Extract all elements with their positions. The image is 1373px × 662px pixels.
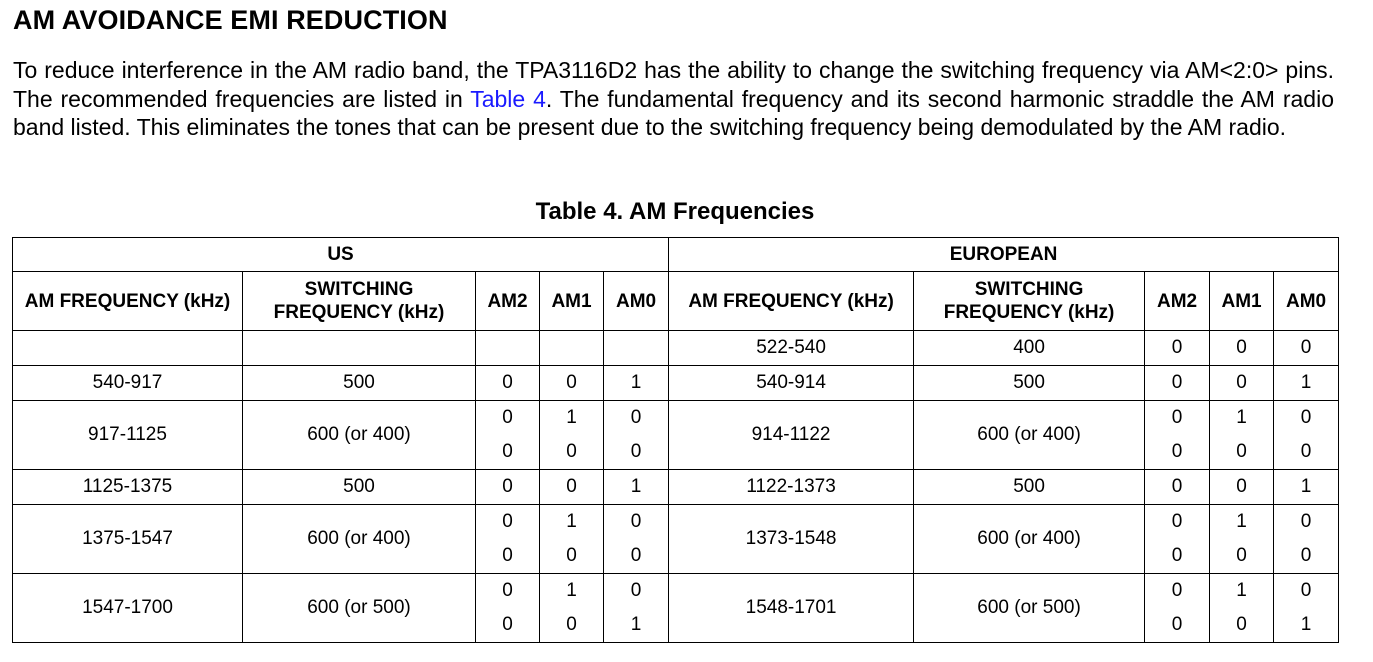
eu-am2-cell bbox=[1145, 505, 1210, 574]
eu-am2-cell bbox=[1145, 470, 1210, 505]
us-am1-cell bbox=[540, 366, 604, 401]
us-am0-cell bbox=[604, 505, 669, 574]
us-am0-value: 1 bbox=[630, 476, 642, 497]
eu-switching-frequency-cell: 600 (or 400) bbox=[914, 505, 1145, 574]
us-am-frequency-header: AM FREQUENCY (kHz) bbox=[13, 272, 243, 331]
intro-paragraph bbox=[13, 56, 1334, 142]
table-row bbox=[13, 574, 1339, 643]
table-caption: Table 4. AM Frequencies bbox=[535, 198, 815, 225]
eu-am1-value: 1 bbox=[1236, 511, 1247, 532]
eu-am0-value: 0 bbox=[1300, 511, 1312, 532]
eu-am2-value: 0 bbox=[1171, 372, 1183, 393]
us-am2-value: 0 bbox=[502, 476, 513, 497]
eu-am1-value: 0 bbox=[1236, 545, 1247, 566]
us-am-frequency-cell: 540-917 bbox=[13, 366, 243, 401]
us-am-frequency-cell: 917-1125 bbox=[13, 401, 243, 470]
us-am1-cell bbox=[540, 470, 604, 505]
eu-am1-cell bbox=[1210, 331, 1274, 366]
us-am1-header: AM1 bbox=[540, 272, 604, 331]
eu-am1-value: 0 bbox=[1236, 337, 1247, 358]
eu-am0-value: 0 bbox=[1300, 441, 1312, 462]
us-am-frequency-cell: 1547-1700 bbox=[13, 574, 243, 643]
us-switching-frequency-cell: 600 (or 500) bbox=[243, 574, 476, 643]
us-am1-value: 0 bbox=[566, 372, 577, 393]
us-switching-frequency-cell: 600 (or 400) bbox=[243, 401, 476, 470]
eu-am0-value: 1 bbox=[1300, 476, 1312, 497]
us-am1-value: 0 bbox=[566, 545, 577, 566]
eu-am-frequency-cell: 1373-1548 bbox=[669, 505, 914, 574]
eu-am2-value: 0 bbox=[1171, 407, 1183, 428]
eu-am0-value: 0 bbox=[1300, 580, 1312, 601]
section-heading: AM AVOIDANCE EMI REDUCTION bbox=[13, 5, 448, 35]
us-am0-cell bbox=[604, 366, 669, 401]
table-row bbox=[13, 366, 1339, 401]
table-row bbox=[13, 401, 1339, 470]
us-am0-value: 0 bbox=[630, 511, 642, 532]
us-am0-value: 0 bbox=[630, 580, 642, 601]
eu-am0-value: 0 bbox=[1300, 545, 1312, 566]
paragraph-text-before: To reduce interference in the AM radio band, the TPA3116D2 has the ability to change the switching frequency via AM<2:0> pins. The recommended frequencies are listed in bbox=[13, 57, 1334, 112]
eu-switching-frequency-cell: 400 bbox=[914, 331, 1145, 366]
eu-am0-value: 1 bbox=[1300, 372, 1312, 393]
us-am0-value: 1 bbox=[630, 614, 642, 635]
us-am2-cell bbox=[476, 331, 540, 366]
us-am1-cell bbox=[540, 401, 604, 470]
eu-am0-cell bbox=[1274, 331, 1339, 366]
us-am2-cell bbox=[476, 401, 540, 470]
eu-am1-cell bbox=[1210, 401, 1274, 470]
eu-am2-cell bbox=[1145, 401, 1210, 470]
eu-am0-value: 0 bbox=[1300, 337, 1312, 358]
us-am0-value: 0 bbox=[630, 407, 642, 428]
eu-am-frequency-cell: 540-914 bbox=[669, 366, 914, 401]
us-am2-value: 0 bbox=[502, 372, 513, 393]
us-am2-value: 0 bbox=[502, 511, 513, 532]
eu-am-frequency-cell: 1548-1701 bbox=[669, 574, 914, 643]
am-frequencies-table bbox=[12, 237, 1339, 643]
eu-am2-value: 0 bbox=[1171, 511, 1183, 532]
eu-am2-cell bbox=[1145, 574, 1210, 643]
us-am2-header: AM2 bbox=[476, 272, 540, 331]
us-am-frequency-cell: 1375-1547 bbox=[13, 505, 243, 574]
us-am2-value: 0 bbox=[502, 407, 513, 428]
european-group-header: EUROPEAN bbox=[669, 238, 1339, 272]
eu-am0-cell bbox=[1274, 505, 1339, 574]
eu-am2-value: 0 bbox=[1171, 545, 1183, 566]
us-am1-value: 0 bbox=[566, 441, 577, 462]
us-switching-frequency-cell: 600 (or 400) bbox=[243, 505, 476, 574]
eu-am1-cell bbox=[1210, 470, 1274, 505]
us-am2-cell bbox=[476, 366, 540, 401]
us-am1-cell bbox=[540, 505, 604, 574]
us-am0-value bbox=[604, 331, 668, 365]
eu-am-frequency-cell: 1122-1373 bbox=[669, 470, 914, 505]
us-group-header: US bbox=[13, 238, 669, 272]
eu-am2-value: 0 bbox=[1171, 614, 1183, 635]
us-switching-frequency-header: SWITCHING FREQUENCY (kHz) bbox=[243, 272, 476, 331]
us-switching-frequency-cell: 500 bbox=[243, 366, 476, 401]
us-am-frequency-cell bbox=[13, 331, 243, 366]
eu-am0-cell bbox=[1274, 470, 1339, 505]
eu-am-frequency-cell: 522-540 bbox=[669, 331, 914, 366]
table-row bbox=[13, 505, 1339, 574]
eu-am0-cell bbox=[1274, 574, 1339, 643]
us-am1-cell bbox=[540, 331, 604, 366]
us-am0-cell bbox=[604, 470, 669, 505]
us-am1-value: 1 bbox=[566, 407, 577, 428]
eu-switching-frequency-cell: 600 (or 400) bbox=[914, 401, 1145, 470]
eu-am-frequency-cell: 914-1122 bbox=[669, 401, 914, 470]
eu-am1-cell bbox=[1210, 574, 1274, 643]
us-am2-value: 0 bbox=[502, 614, 513, 635]
eu-am2-cell bbox=[1145, 366, 1210, 401]
eu-am2-value: 0 bbox=[1171, 337, 1183, 358]
eu-am2-value: 0 bbox=[1171, 441, 1183, 462]
eu-am1-value: 0 bbox=[1236, 372, 1247, 393]
us-am2-cell bbox=[476, 574, 540, 643]
eu-am2-value: 0 bbox=[1171, 580, 1183, 601]
eu-am1-header: AM1 bbox=[1210, 272, 1274, 331]
us-am2-value: 0 bbox=[502, 580, 513, 601]
eu-am2-header: AM2 bbox=[1145, 272, 1210, 331]
us-am2-cell bbox=[476, 470, 540, 505]
table-row bbox=[13, 331, 1339, 366]
eu-am1-value: 1 bbox=[1236, 407, 1247, 428]
eu-am0-value: 1 bbox=[1300, 614, 1312, 635]
eu-am2-cell bbox=[1145, 331, 1210, 366]
us-am0-value: 1 bbox=[630, 372, 642, 393]
eu-am1-value: 0 bbox=[1236, 614, 1247, 635]
paragraph-text-after: . The fundamental frequency and its second harmonic straddle the AM radio band listed. This eliminates the tones that can be present due to the switching frequency being demodulated by the AM radio. bbox=[13, 85, 1334, 141]
eu-am1-value: 0 bbox=[1236, 476, 1247, 497]
eu-am-frequency-header: AM FREQUENCY (kHz) bbox=[669, 272, 914, 331]
us-am1-value bbox=[540, 331, 603, 365]
eu-switching-frequency-cell: 500 bbox=[914, 366, 1145, 401]
us-am2-value: 0 bbox=[502, 545, 513, 566]
us-am0-value: 0 bbox=[630, 545, 642, 566]
eu-am2-value: 0 bbox=[1171, 476, 1183, 497]
eu-am1-value: 0 bbox=[1236, 441, 1247, 462]
us-am2-cell bbox=[476, 505, 540, 574]
us-am0-value: 0 bbox=[630, 441, 642, 462]
us-am2-value bbox=[476, 331, 539, 365]
eu-am0-cell bbox=[1274, 401, 1339, 470]
us-am-frequency-cell: 1125-1375 bbox=[13, 470, 243, 505]
us-am0-cell bbox=[604, 331, 669, 366]
eu-switching-frequency-cell: 500 bbox=[914, 470, 1145, 505]
us-am2-value: 0 bbox=[502, 441, 513, 462]
us-am1-value: 0 bbox=[566, 476, 577, 497]
eu-am1-value: 1 bbox=[1236, 580, 1247, 601]
eu-am0-header: AM0 bbox=[1274, 272, 1339, 331]
us-am0-header: AM0 bbox=[604, 272, 669, 331]
us-switching-frequency-cell bbox=[243, 331, 476, 366]
us-am1-cell bbox=[540, 574, 604, 643]
us-switching-frequency-cell: 500 bbox=[243, 470, 476, 505]
us-am1-value: 0 bbox=[566, 614, 577, 635]
us-am1-value: 1 bbox=[566, 580, 577, 601]
table-4-link[interactable]: Table 4 bbox=[470, 85, 546, 112]
us-am0-cell bbox=[604, 401, 669, 470]
table-body bbox=[13, 331, 1339, 643]
eu-am0-value: 0 bbox=[1300, 407, 1312, 428]
eu-switching-frequency-cell: 600 (or 500) bbox=[914, 574, 1145, 643]
eu-switching-frequency-header: SWITCHING FREQUENCY (kHz) bbox=[914, 272, 1145, 331]
eu-am1-cell bbox=[1210, 505, 1274, 574]
table-row bbox=[13, 470, 1339, 505]
eu-am1-cell bbox=[1210, 366, 1274, 401]
us-am0-cell bbox=[604, 574, 669, 643]
eu-am0-cell bbox=[1274, 366, 1339, 401]
us-am1-value: 1 bbox=[566, 511, 577, 532]
